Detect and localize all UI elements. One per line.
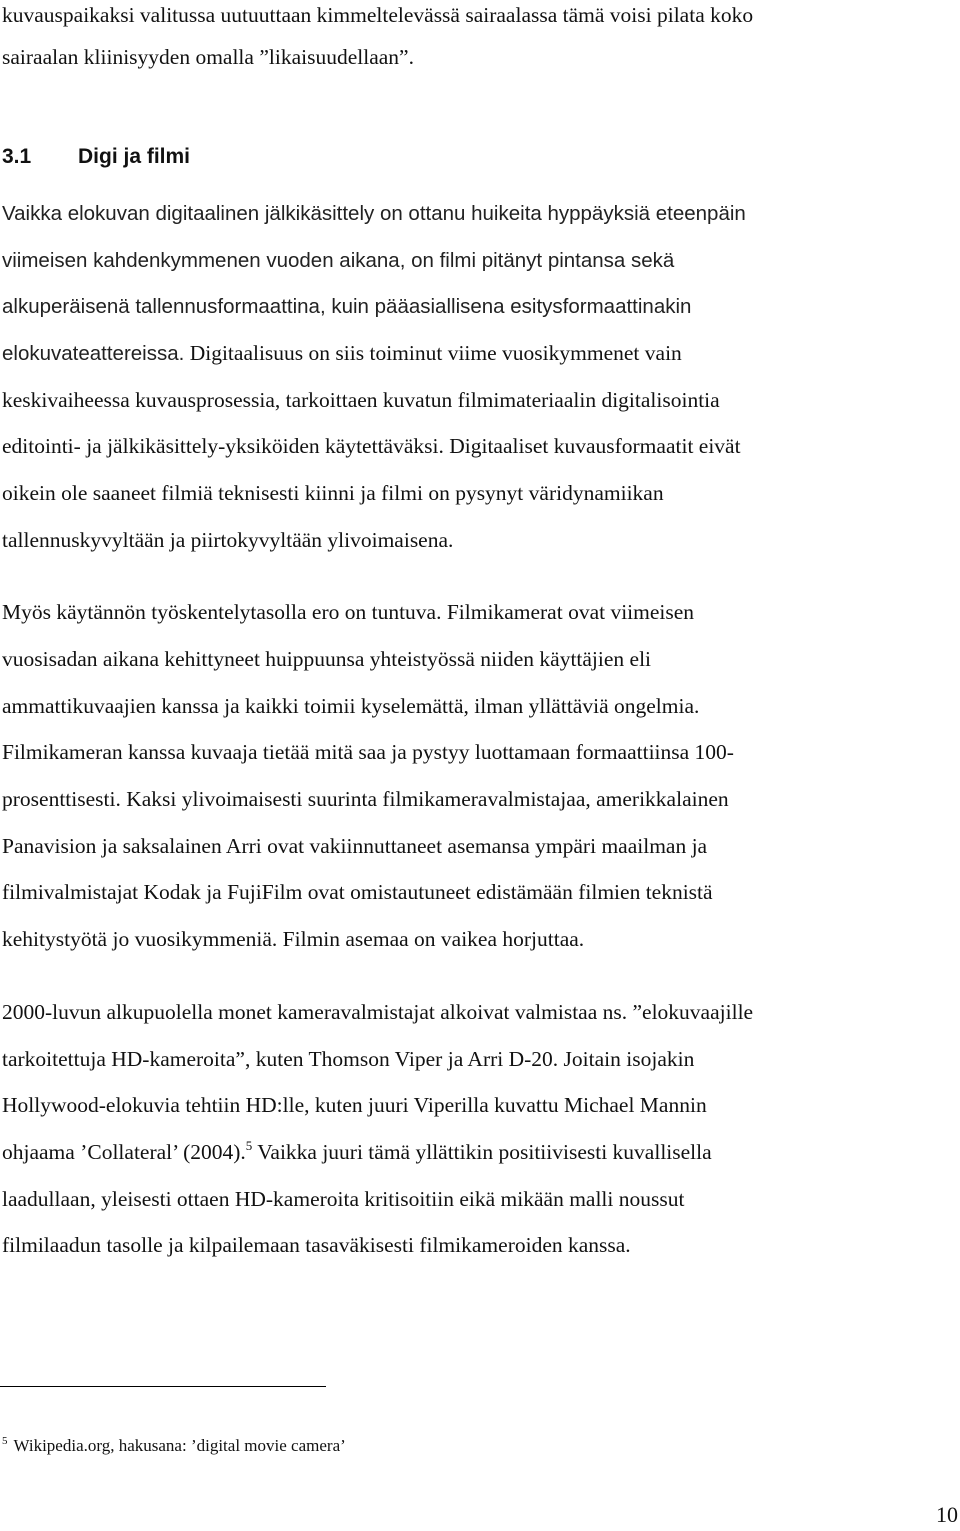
paragraph-line: alkuperäisenä tallennusformaattina, kuin pääasiallisena esitysformaattinakin bbox=[2, 295, 692, 318]
paragraph-line-mixed bbox=[2, 338, 682, 368]
footnote-separator bbox=[0, 1386, 326, 1387]
paragraph-line: viimeisen kahdenkymmenen vuoden aikana, on filmi pitänyt pintansa sekä bbox=[2, 249, 675, 272]
paragraph-line: editointi- ja jälkikäsittely-yksiköiden käytettäväksi. Digitaaliset kuvausformaatit eivät bbox=[2, 434, 741, 458]
paragraph-line: Panavision ja saksalainen Arri ovat vakiinnuttaneet asemansa ympäri maailman ja bbox=[2, 834, 708, 858]
paragraph-line: 2000-luvun alkupuolella monet kameravalmistajat alkoivat valmistaa ns. ”elokuvaajille bbox=[2, 1000, 754, 1024]
section-heading bbox=[2, 142, 190, 172]
paragraph-line: Hollywood-elokuvia tehtiin HD:lle, kuten juuri Viperilla kuvattu Michael Mannin bbox=[2, 1093, 707, 1117]
footnote-marker: 5 bbox=[2, 1435, 8, 1448]
paragraph-line: Vaikka elokuvan digitaalinen jälkikäsittely on ottanu huikeita hyppäyksiä eteenpäin bbox=[2, 202, 746, 225]
paragraph-line-with-footnote bbox=[2, 1137, 712, 1167]
footnote bbox=[2, 1436, 346, 1456]
footnote-reference[interactable]: 5 bbox=[245, 1137, 253, 1153]
intro-line-2: sairaalan kliinisyyden omalla ”likaisuudellaan”. bbox=[2, 45, 414, 69]
footnote-line-after: Vaikka juuri tämä yllättikin positiivisesti kuvallisella bbox=[252, 1140, 712, 1164]
paragraph-line: Myös käytännön työskentelytasolla ero on tuntuva. Filmikamerat ovat viimeisen bbox=[2, 600, 695, 624]
paragraph-line: filmilaadun tasolle ja kilpailemaan tasaväkisesti filmikameroiden kanssa. bbox=[2, 1233, 631, 1257]
paragraph-line: prosenttisesti. Kaksi ylivoimaisesti suurinta filmikameravalmistajaa, amerikkalainen bbox=[2, 787, 729, 811]
paragraph-line: oikein ole saaneet filmiä teknisesti kiinni ja filmi on pysynyt väridynamiikan bbox=[2, 481, 664, 505]
section-title: Digi ja filmi bbox=[78, 145, 191, 168]
paragraph-line: tallennuskyvyltään ja piirtokyvyltään ylivoimaisena. bbox=[2, 528, 454, 552]
paragraph-line: keskivaiheessa kuvausprosessia, tarkoittaen kuvatun filmimateriaalin digitalisointia bbox=[2, 388, 720, 412]
paragraph-line: kehitystyötä jo vuosikymmeniä. Filmin asemaa on vaikea horjuttaa. bbox=[2, 927, 585, 951]
footnote-text: Wikipedia.org, hakusana: ’digital movie camera’ bbox=[13, 1436, 346, 1455]
intro-line-1: kuvauspaikaksi valitussa uutuuttaan kimmeltelevässä sairaalassa tämä voisi pilata koko bbox=[2, 3, 754, 27]
paragraph-line: laadullaan, yleisesti ottaen HD-kameroita kritisoitiin eikä mikään malli noussut bbox=[2, 1187, 685, 1211]
paragraph-line: filmivalmistajat Kodak ja FujiFilm ovat omistautuneet edistämään filmien teknistä bbox=[2, 880, 713, 904]
paragraph-line: ammattikuvaajien kanssa ja kaikki toimii kyselemättä, ilman yllättäviä ongelmia. bbox=[2, 694, 700, 718]
paragraph-line: Filmikameran kanssa kuvaaja tietää mitä saa ja pystyy luottamaan formaattiinsa 100- bbox=[2, 740, 734, 764]
paragraph-line-serif-part: Digitaalisuus on siis toiminut viime vuosikymmenet vain bbox=[184, 341, 682, 365]
page-number: 10 bbox=[936, 1502, 958, 1527]
paragraph-line-sans-part: elokuvateattereissa. bbox=[2, 342, 185, 365]
section-number: 3.1 bbox=[2, 145, 32, 168]
paragraph-line: vuosisadan aikana kehittyneet huippuunsa yhteistyössä niiden käyttäjien eli bbox=[2, 647, 652, 671]
paragraph-line: tarkoitettuja HD-kameroita”, kuten Thomson Viper ja Arri D-20. Joitain isojakin bbox=[2, 1047, 695, 1071]
footnote-line-before: ohjaama ’Collateral’ (2004). bbox=[2, 1140, 246, 1164]
